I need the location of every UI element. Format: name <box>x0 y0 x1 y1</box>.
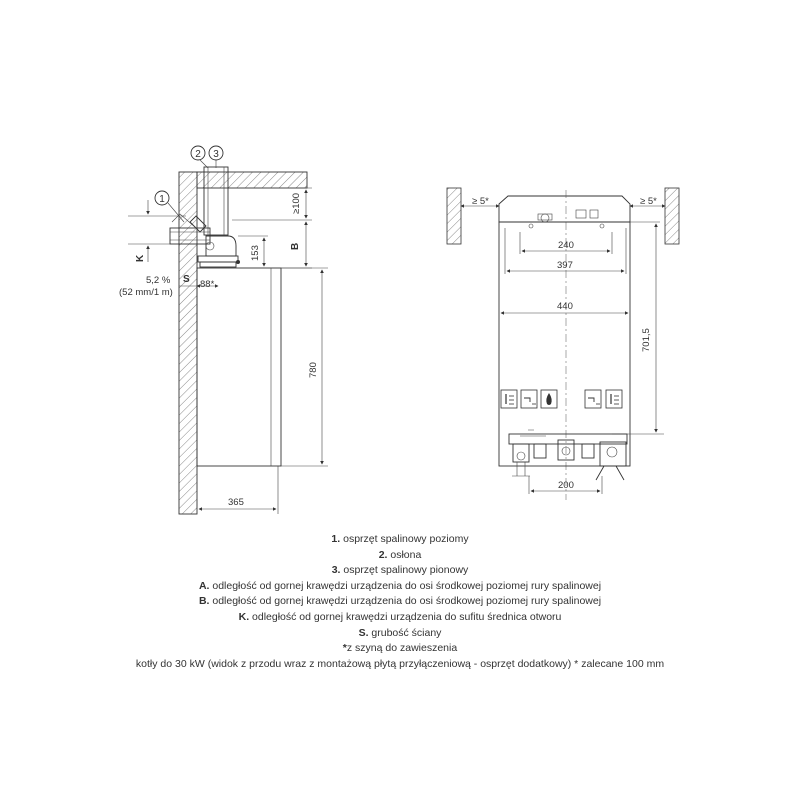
d440-label: 440 <box>557 301 573 312</box>
slope-detail-label: (52 mm/1 m) <box>119 287 173 298</box>
boiler-front-body <box>499 222 630 466</box>
connection-plate <box>509 430 627 480</box>
legend-text-s: grubość ściany <box>368 626 442 639</box>
gap-right-label: ≥ 5* <box>640 196 657 207</box>
legend-text-a: odległość od gornej krawędzi urządzenia do osi środkowej poziomej rury spalinowej <box>209 579 602 592</box>
legend-key-k: K. <box>238 610 250 623</box>
d701-label: 701,5 <box>641 328 652 352</box>
b-dimension <box>268 222 312 268</box>
front-view <box>447 188 679 500</box>
d365-label: 365 <box>228 497 244 508</box>
legend-key-s: S. <box>358 626 369 639</box>
d153-label: 153 <box>250 245 261 261</box>
d365-dimension <box>199 466 278 514</box>
d240-label: 240 <box>558 240 574 251</box>
callout-2-label: 2 <box>195 149 201 160</box>
legend-text-k: odległość od gornej krawędzi urządzenia do sufitu średnica otworu <box>249 610 562 623</box>
d100-dimension <box>232 188 312 220</box>
left-wall <box>447 188 461 244</box>
heating-return-icon <box>606 390 622 408</box>
s-letter: S <box>183 274 190 285</box>
connection-icons <box>501 390 622 408</box>
legend-line-s <box>0 626 800 642</box>
flue-adapter <box>198 236 240 267</box>
legend-line-a <box>0 579 800 595</box>
callout-3-label: 3 <box>213 149 219 160</box>
d88-label: 88* <box>200 279 215 290</box>
legend-line-3 <box>0 563 800 579</box>
legend-text-1: osprzęt spalinowy poziomy <box>340 533 469 545</box>
legend-line-b <box>0 594 800 610</box>
cold-water-icon <box>585 390 601 408</box>
callout-2 <box>191 146 208 168</box>
legend-line-note <box>0 657 800 673</box>
legend-text-footnote: z szyną do zawieszenia <box>346 642 458 655</box>
callout-3 <box>209 146 223 168</box>
legend-text-b: odległość od gornej krawędzi urządzenia do osi środkowej poziomej rury spalinowej <box>209 595 602 608</box>
k-letter: K <box>135 254 146 262</box>
legend-key-b: B. <box>198 595 210 608</box>
boiler-side-body <box>197 268 281 466</box>
d100-label: ≥100 <box>291 192 302 214</box>
gas-icon <box>541 390 557 408</box>
b-letter: B <box>290 242 301 250</box>
gap-left-label: ≥ 5* <box>472 196 489 207</box>
legend-line-2 <box>0 548 800 564</box>
legend-line-k <box>0 610 800 626</box>
callout-1-label: 1 <box>159 194 165 205</box>
d780-dimension <box>281 268 328 466</box>
legend-key-a: A. <box>198 579 210 592</box>
legend-key-1: 1. <box>331 533 341 545</box>
k-dimension <box>128 200 186 262</box>
d397-label: 397 <box>557 260 573 271</box>
legend-line-footnote <box>0 641 800 657</box>
mounting-rail <box>499 196 630 222</box>
ceiling <box>197 172 307 188</box>
d200-label: 200 <box>558 480 574 491</box>
slope-label: 5,2 % <box>146 275 171 286</box>
legend-caption <box>0 532 800 672</box>
legend-text-2: osłona <box>387 548 422 561</box>
legend-key-footnote: * <box>342 642 347 655</box>
d153-dimension <box>238 236 268 266</box>
right-wall <box>665 188 679 244</box>
legend-text-note: kotły do 30 kW (widok z przodu wraz z montażową płytą przyłączeniową - osprzęt dodatkowy) * zalecane 100 mm <box>135 657 665 670</box>
legend-key-3: 3. <box>331 564 341 577</box>
legend-key-2: 2. <box>378 548 388 561</box>
side-view <box>119 146 328 514</box>
wall <box>179 172 197 514</box>
legend-line-1 <box>0 532 800 548</box>
d780-label: 780 <box>308 362 319 378</box>
hot-water-icon <box>521 390 537 408</box>
heating-flow-icon <box>501 390 517 408</box>
legend-text-3: osprzęt spalinowy pionowy <box>340 564 469 577</box>
